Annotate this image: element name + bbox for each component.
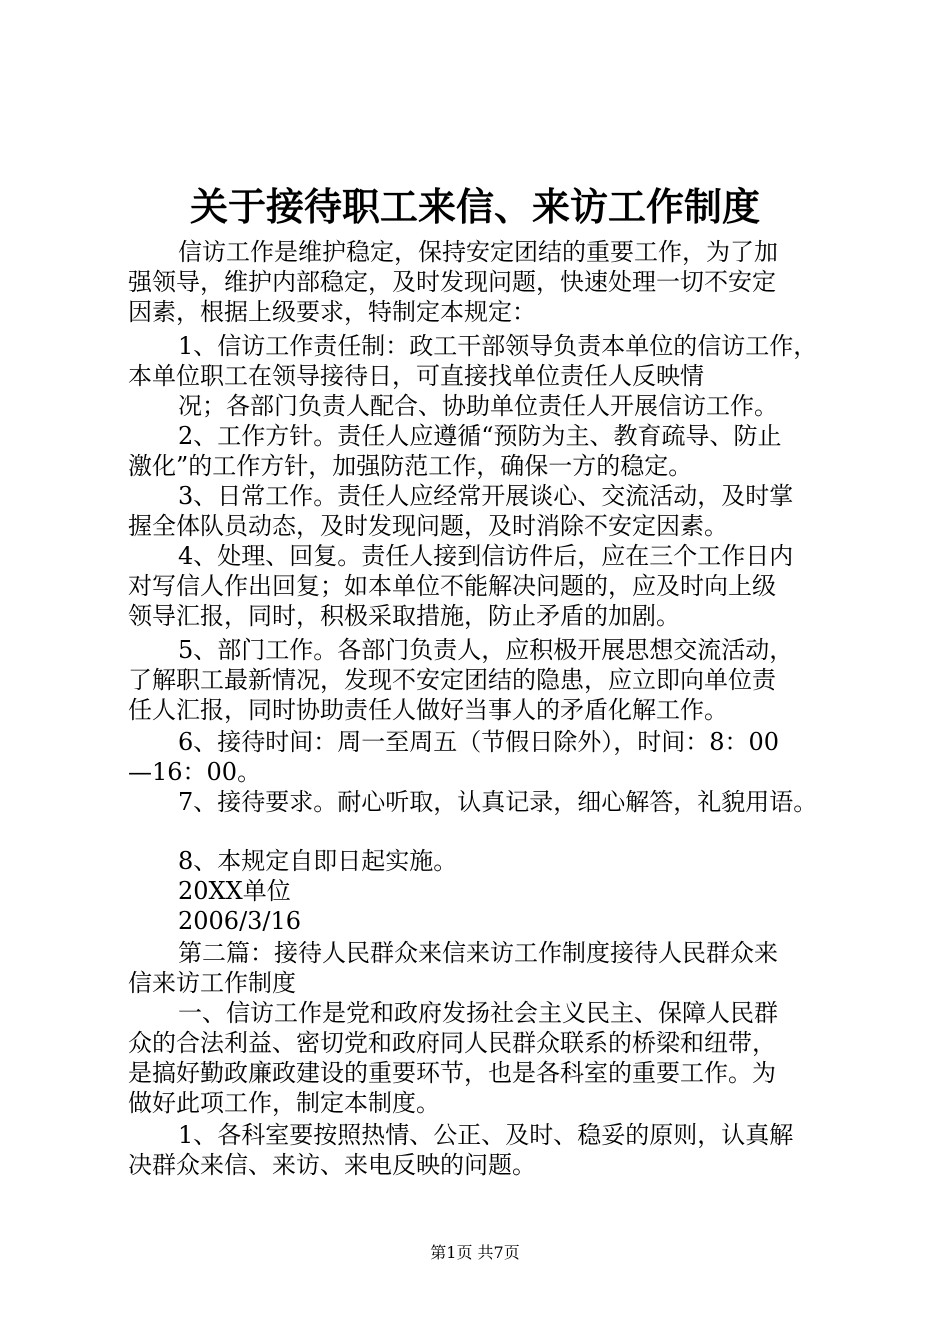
paragraph-line: 5、部门工作。各部门负责人，应积极开展思想交流活动， xyxy=(178,636,794,664)
paragraph-line: 1、各科室要按照热情、公正、及时、稳妥的原则，认真解 xyxy=(178,1121,794,1149)
paragraph-line: 8、本规定自即日起实施。 xyxy=(178,847,458,875)
paragraph-line: 任人汇报，同时协助责任人做好当事人的矛盾化解工作。 xyxy=(128,696,728,724)
paragraph-line: 因素，根据上级要求，特制定本规定： xyxy=(128,298,536,326)
section-heading: 第二篇：接待人民群众来信来访工作制度接待人民群众来 xyxy=(178,939,778,967)
paragraph-line: 4、处理、回复。责任人接到信访件后，应在三个工作日内 xyxy=(178,542,794,570)
signature-date: 2006/3/16 xyxy=(178,907,302,935)
paragraph-line: 决群众来信、来访、来电反映的问题。 xyxy=(128,1151,536,1179)
paragraph-line: 信访工作是维护稳定，保持安定团结的重要工作，为了加 xyxy=(178,238,778,266)
paragraph-line: 况；各部门负责人配合、协助单位责任人开展信访工作。 xyxy=(178,392,778,420)
page-footer: 第1页 共7页 xyxy=(430,1243,520,1262)
document-title: 关于接待职工来信、来访工作制度 xyxy=(189,184,760,229)
paragraph-line: 一、信访工作是党和政府发扬社会主义民主、保障人民群 xyxy=(178,999,778,1027)
paragraph-line: 做好此项工作，制定本制度。 xyxy=(128,1089,440,1117)
paragraph-line: 众的合法利益、密切党和政府同人民群众联系的桥梁和纽带， xyxy=(128,1029,776,1057)
paragraph-line: 激化”的工作方针，加强防范工作，确保一方的稳定。 xyxy=(128,452,693,480)
paragraph-line: —16：00。 xyxy=(128,758,262,786)
paragraph-line: 了解职工最新情况，发现不安定团结的隐患，应立即向单位责 xyxy=(128,666,776,694)
paragraph-line: 握全体队员动态，及时发现问题，及时消除不安定因素。 xyxy=(128,512,728,540)
signature-unit: 20XX单位 xyxy=(178,877,291,905)
paragraph-line: 强领导，维护内部稳定，及时发现问题，快速处理一切不安定 xyxy=(128,268,776,296)
paragraph-line: 6、接待时间：周一至周五（节假日除外），时间：8：00 xyxy=(178,728,780,756)
paragraph-line: 领导汇报，同时，积极采取措施，防止矛盾的加剧。 xyxy=(128,602,680,630)
paragraph-line: 对写信人作出回复；如本单位不能解决问题的，应及时向上级 xyxy=(128,572,776,600)
paragraph-line: 本单位职工在领导接待日，可直接找单位责任人反映情 xyxy=(128,362,704,390)
paragraph-line: 2、工作方针。责任人应遵循“预防为主、教育疏导、防止 xyxy=(178,422,782,450)
paragraph-line: 是搞好勤政廉政建设的重要环节，也是各科室的重要工作。为 xyxy=(128,1059,776,1087)
paragraph-line: 1、信访工作责任制：政工干部领导负责本单位的信访工作， xyxy=(178,332,818,360)
paragraph-line: 7、接待要求。耐心听取，认真记录，细心解答，礼貌用语。 xyxy=(178,788,818,816)
section-heading-cont: 信来访工作制度 xyxy=(128,969,296,997)
paragraph-line: 3、日常工作。责任人应经常开展谈心、交流活动，及时掌 xyxy=(178,482,794,510)
